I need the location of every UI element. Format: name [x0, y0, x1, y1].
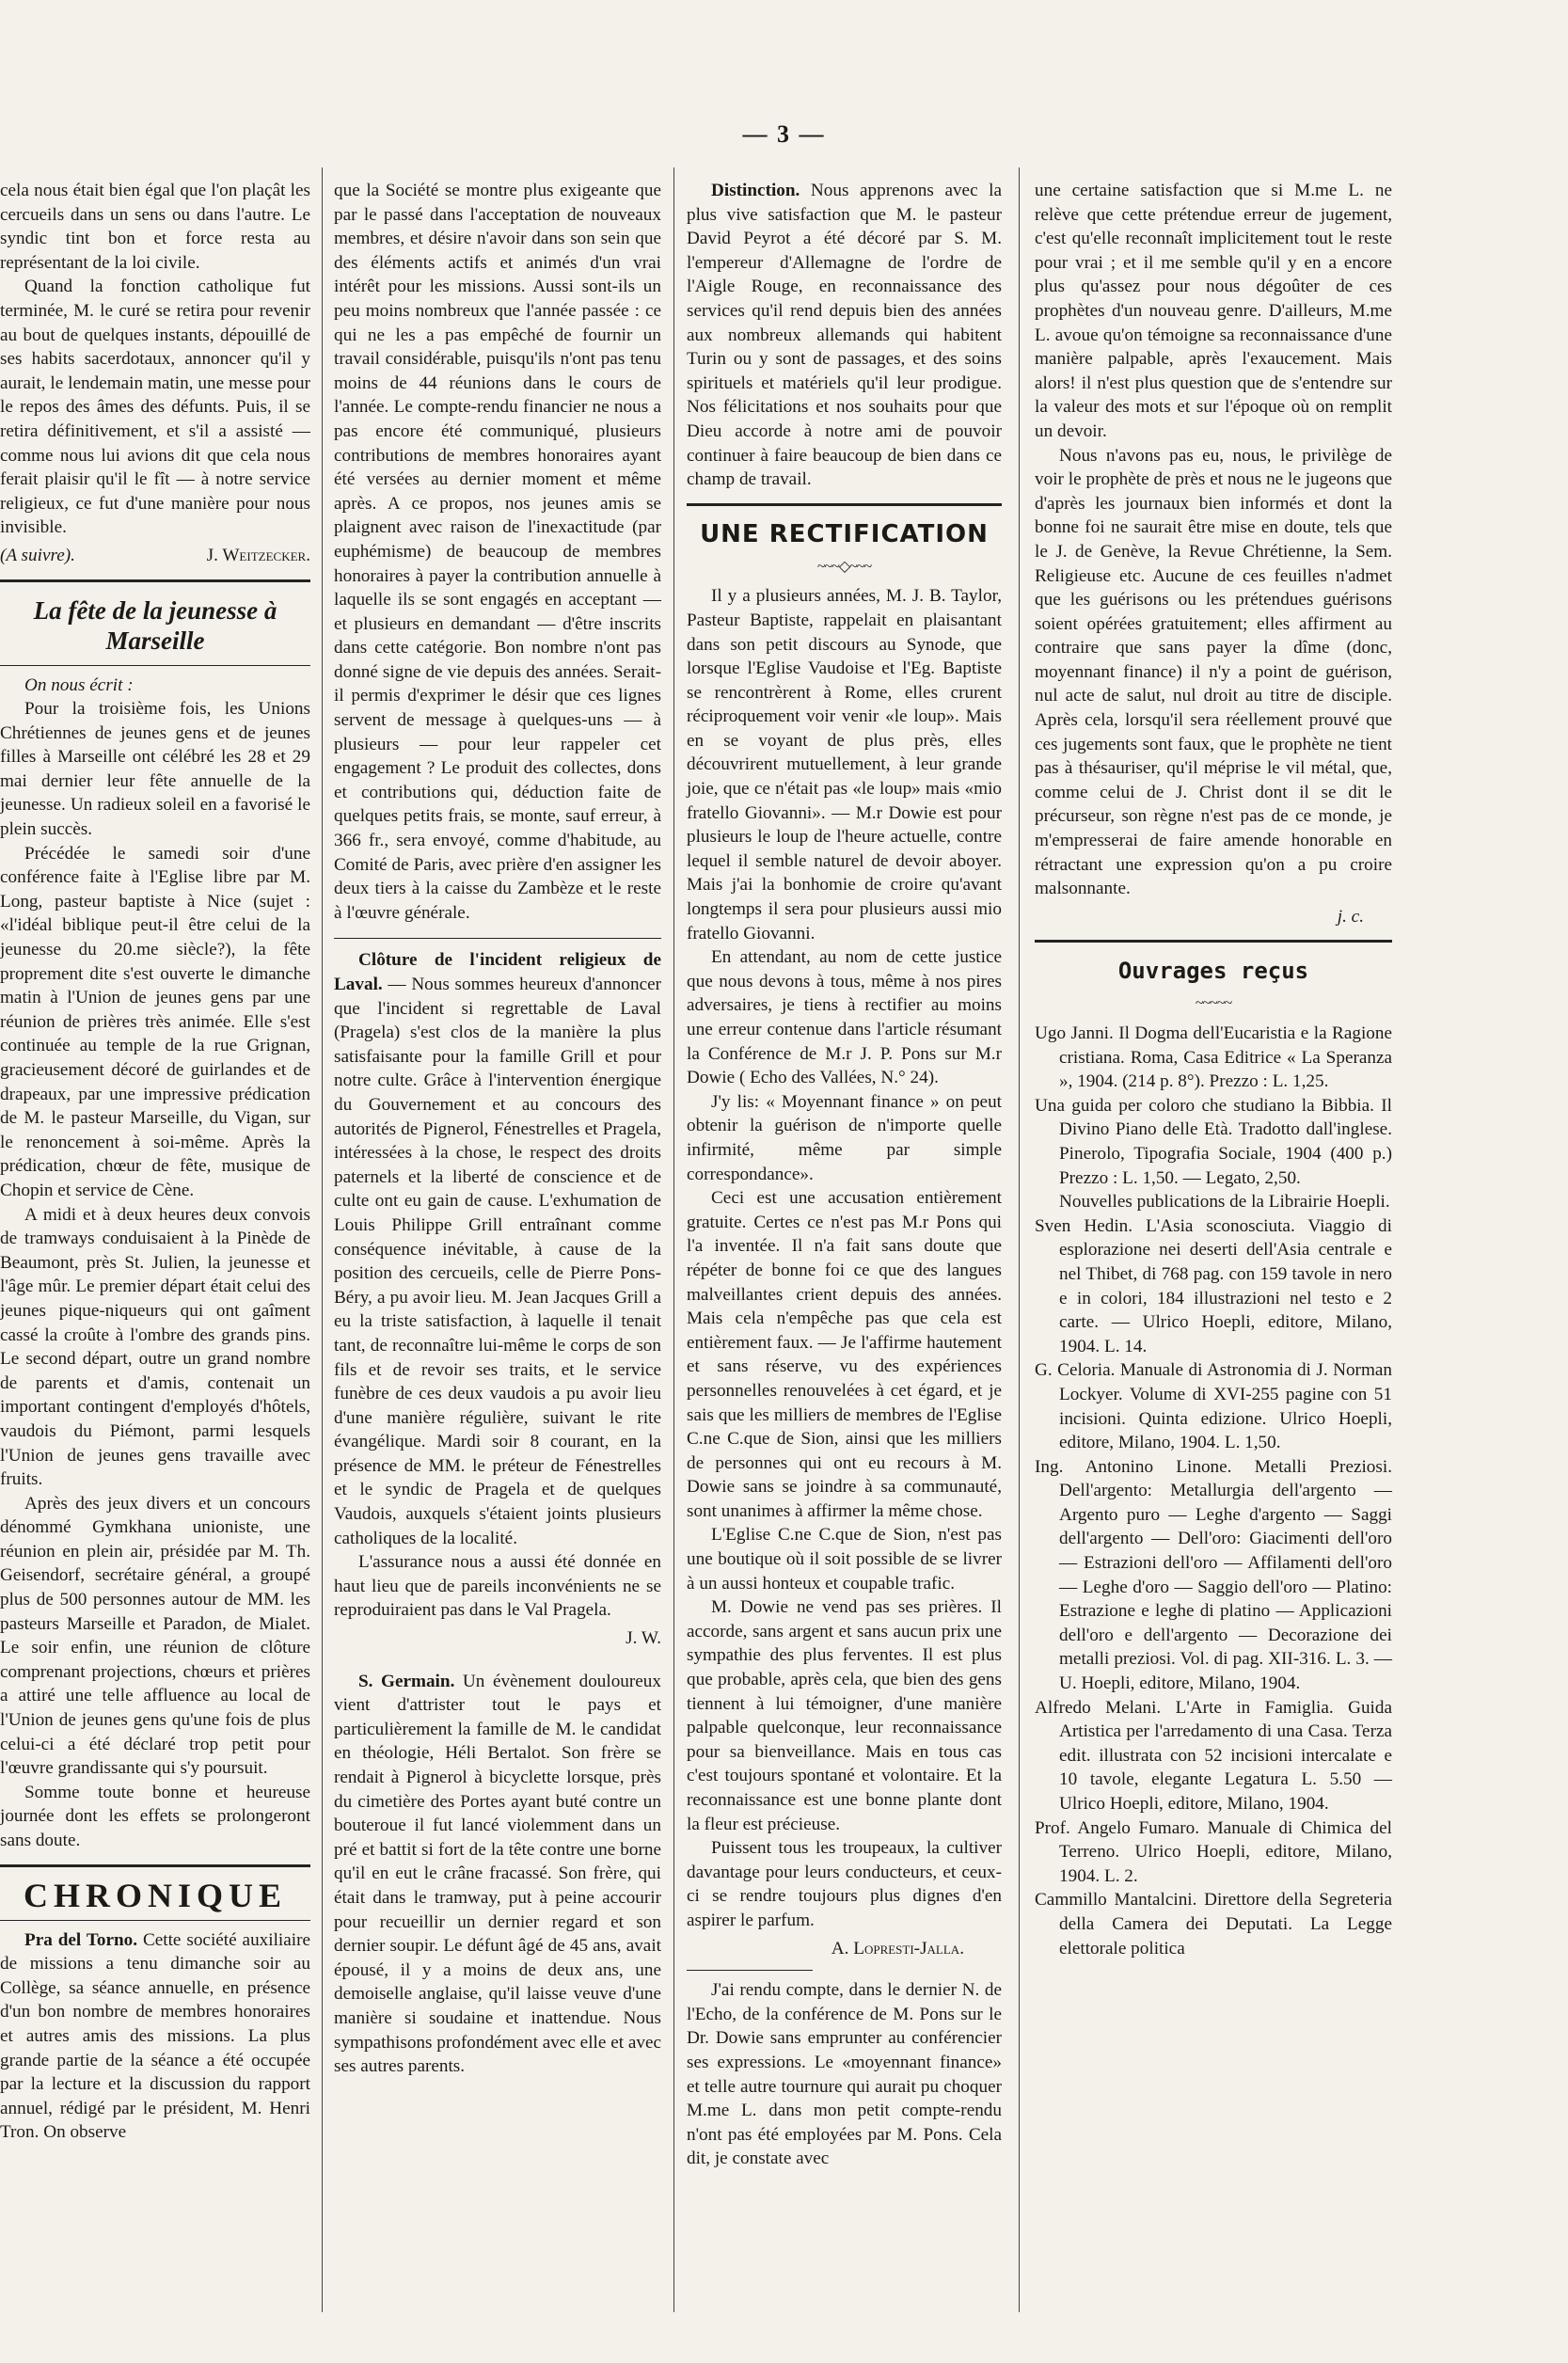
section-rule — [0, 665, 310, 666]
column-1 — [0, 179, 310, 2145]
author-signature: j. c. — [1337, 906, 1364, 927]
section-rule — [0, 579, 310, 582]
paragraph: Puissent tous les troupeaux, la cultiver davantage pour leurs conducteurs, et ceux-ci se rendre toujours plus dignes d'en aspirer le parfum. — [687, 1838, 1002, 1930]
paragraph: Quand la fonction catholique fut terminée, M. le curé se retira pour revenir au bout de quelques instants, dépouillé de ses habits sacerdotaux, annoncer qu'il y aurait, le lendemain matin, une messe pour le repos des âmes des défunts. Puis, il se retira définitivement, et s'il a assisté — comme nous lui avions dit que cela nous ferait plaisir qu'il le fît — à notre service religieux, ce fut d'une manière pour nous invisible. — [0, 277, 310, 538]
paragraph: Pour la troisième fois, les Unions Chrétiennes de jeunes gens et de jeunes filles à Marseille ont célébré les 28 et 29 mai dernier leur fête annuelle de la jeunesse. Un radieux soleil en a favorisé le plein succès. — [0, 699, 310, 840]
section-title: Ouvrages reçus — [1117, 958, 1309, 985]
book-entry: Ugo Janni. Il Dogma dell'Eucaristia e la Ragione cristiana. Roma, Casa Editrice « La Speranza », 1904. (214 p. 8°). Prezzo : L. 1,25. — [1035, 1023, 1392, 1092]
author-signature: J. W. — [626, 1628, 661, 1649]
column-divider — [673, 167, 674, 2312]
paragraph: Après des jeux divers et un concours dénommé Gymkhana unioniste, une réunion en plein air, présidée par M. Th. Geisendorf, secrétaire général, a groupé plus de 500 personnes autour de MM. les pasteurs Marseille et Paradon, de Mialet. Le soir enfin, une réunion de clôture comprenant projections, chœurs et prières a attiré une telle affluence au local de l'Union de jeunes gens qu'une fois de plus celui-ci a été déclaré trop petit pour l'œuvre grandissante qui s'y poursuit. — [0, 1493, 310, 1779]
book-entry: Sven Hedin. L'Asia sconosciuta. Viaggio di esplorazione nei deserti dell'Asia centrale e nel Thibet, di 768 pag. con 159 tavole in nero e in colori, 184 illustrazioni nel testo e 2 carte. — Ulrico Hoepli, editore, Milano, 1904. L. 14. — [1035, 1215, 1392, 1356]
paragraph-body: Cette société auxiliaire de missions a tenu dimanche soir au Collège, sa séance annuelle, en présence d'un bon nombre de membres honoraires et autres amis des missions. La plus grande partie de la séance a été occupée par la lecture et la discussion du rapport annuel, rédigé par le président, M. Henri Tron. On observe — [0, 1929, 310, 2143]
paragraph: Il y a plusieurs années, M. J. B. Taylor, Pasteur Baptiste, rappelait en plaisantant dans son petit discours au Synode, que lorsque l'Eglise Vaudoise et l'Eg. Baptiste se rencontrèrent à Rome, elles crurent réciproquement voir venir «le loup». Mais en se voyant de plus près, elles découvrirent mutuellement, à leur grande joie, que ce n'était pas «le loup» mais «mio fratello Giovanni». — M.r Dowie est pour plusieurs le loup de l'heure actuelle, contre lequel il semble naturel de devoir aboyer. Mais j'ai la bonhomie de croire qu'avant longtemps il sera pour plusieurs aussi mio fratello Giovanni. — [687, 586, 1002, 944]
run-in-heading: Pra del Torno. — [24, 1929, 138, 1950]
paragraph — [334, 948, 661, 1550]
paragraph-body: — Nous sommes heureux d'annoncer que l'incident si regrettable de Laval (Pragela) s'est clos de la manière la plus satisfaisante pour la famille Grill et pour notre culte. Grâce à l'intervention énergique du Gouvernement et au concours des autorités de Pignerol, Fénestrelles et Pragela, intéressées à la chose, le respect des droits paternels et la liberté de conscience et de culte ont eu gain de cause. L'exhumation de Louis Philippe Grill entraînant comme conséquence inévitable, à cause de la position des cercueils, celle de Pierre Pons-Béry, a pu avoir lieu. M. Jean Jacques Grill a eu la triste satisfaction, à laquelle il tenait tant, de reconnaître lui-même le corps de son fils et de revoir ses traits, et le service funèbre de ces deux vaudois a pu avoir lieu d'une manière régulière, suivant le rite évangélique. Mardi soir 8 courant, en la présence de MM. le préteur de Fénestrelles et le syndic de Pragela et de quelques Vaudois, auxquels s'étaient joints plusieurs catholiques de la localité. — [334, 975, 661, 1548]
section-rule — [687, 1970, 813, 1971]
paragraph: A midi et à deux heures deux convois de tramways conduisaient à la Pinède de Beaumont, près St. Julien, la jeunesse et l'âge mûr. Le premier départ était celui des jeunes pique-niqueurs qui ont gaîment cassé la croûte à l'ombre des grands pins. Le second départ, outre un grand nombre de parents et d'amis, contenait un important contingent d'employés d'hôtels, vaudois du Piémont, parmi lesquels l'Union de jeunes gens travaille avec fruits. — [0, 1204, 310, 1490]
ornament-icon: ~~~~~ — [1195, 995, 1232, 1012]
run-in-heading: Distinction. — [711, 181, 800, 200]
book-entry: Una guida per coloro che studiano la Bibbia. Il Divino Piano delle Età. Tradotto dall'inglese. Pinerolo, Tipografia Sociale, 1904 (400 p.) Prezzo : L. 1,50. — Legato, 2,50. — [1035, 1095, 1392, 1188]
book-list — [1035, 1022, 1392, 1960]
paragraph: une certaine satisfaction que si M.me L. ne relève que cette prétendue erreur de jugement, c'est qu'elle reconnaît implicitement tout le reste pour vrai ; et il me semble qu'il y en a encore plus qu'assez pour nous dégoûter de ces prophètes d'un nouveau genre. D'ailleurs, M.me L. avoue qu'on témoigne sa reconnaissance d'une manière palpable, après l'exaucement. Mais alors! il n'est plus question que de s'entendre sur la valeur des mots et sur l'époque où on remplit un devoir. — [1035, 181, 1392, 441]
paragraph: En attendant, au nom de cette justice que nous devons à tous, même à nos pires adversaires, je tiens à rectifier au moins une erreur contenue dans l'article résumant la Conférence de M.r J. P. Pons sur M.r Dowie ( Echo des Vallées, N.° 24). — [687, 947, 1002, 1088]
signature-line — [687, 1937, 1002, 1961]
book-entry: Prof. Angelo Fumaro. Manuale di Chimica del Terreno. Ulrico Hoepli, editore, Milano, 1904. L. 2. — [1035, 1817, 1392, 1886]
run-in-heading: S. Germain. — [358, 1671, 455, 1691]
paragraph: L'Eglise C.ne C.que de Sion, n'est pas une boutique où il soit possible de se livrer à un aussi honteux et coupable trafic. — [687, 1525, 1002, 1594]
paragraph — [334, 1670, 661, 2079]
book-entry: Cammillo Mantalcini. Direttore della Segreteria della Camera dei Deputati. La Legge elettorale politica — [1035, 1890, 1392, 1959]
column-4 — [1035, 179, 1392, 1960]
byline — [0, 674, 310, 698]
continuation-note: (A suivre). — [0, 545, 75, 565]
author-signature: A. Lopresti-Jalla. — [831, 1938, 964, 1959]
paragraph: L'assurance nous a aussi été donnée en haut lieu que de pareils inconvénients ne se reproduiraient pas dans le Val Pragela. — [334, 1552, 661, 1621]
section-rule — [334, 938, 661, 939]
paragraph — [687, 179, 1002, 492]
paragraph: que la Société se montre plus exigeante que par le passé dans l'acceptation de nouveaux membres, et désire n'avoir dans son sein que des éléments actifs et animés d'un vrai intérêt pour les missions. Aussi sont-ils un peu moins nombreux que l'année passée : ce qui ne les a pas empêché de fournir un travail considérable, puisqu'ils n'ont pas tenu moins de 44 réunions dans le cours de l'année. Le compte-rendu financier ne nous a pas encore été communiqué, plusieurs contributions de membres honoraires ayant été versées au dernier moment et même après. A ce propos, nos jeunes amis se plaignent avec raison de l'inexactitude (par euphémisme) de beaucoup de membres honoraires à payer la contribution annuelle à laquelle ils se sont engagés en acceptant — et plusieurs en demandant — d'être inscrits dans cette catégorie. Bon nombre n'ont pas donné signe de vie depuis des années. Serait-il permis d'exprimer le désir que ces lignes servent de message à quelques-uns — à plusieurs — pour leur rappeler cet engagement ? Le produit des collectes, dons et contributions qui, déduction faite de quelques petits frais, se monte, sauf erreur, à 366 fr., sera envoyé, comme d'habitude, au Comité de Paris, avec prière d'en assigner les deux tiers à la caisse du Zambèze et le reste à l'œuvre générale. — [334, 181, 661, 923]
paragraph — [0, 1928, 310, 2145]
paragraph-body: Nous apprenons avec la plus vive satisfaction que M. le pasteur David Peyrot a été décoré par S. M. l'empereur d'Allemagne de l'ordre de l'Aigle Rouge, en reconnaissance des services qu'il rend depuis bien des années aux nombreux allemands qui habitent Turin ou y sont de passages, et des soins spirituels et matériels qu'il leur prodigue. Nos félicitations et nos souhaits pour que Dieu accorde à notre ami de pouvoir continuer à faire beaucoup de bien dans ce champ de travail. — [687, 181, 1002, 490]
spacer — [334, 1657, 661, 1670]
column-2 — [334, 179, 661, 2079]
paragraph: J'y lis: « Moyennant finance » on peut obtenir la guérison de n'importe quelle infirmité, même par simple correspondance». — [687, 1091, 1002, 1184]
column-divider — [322, 167, 323, 2312]
section-rule — [0, 1920, 310, 1921]
page-number: — 3 — — [742, 120, 826, 148]
section-rule — [1035, 940, 1392, 943]
byline-text: On nous écrit : — [24, 674, 134, 695]
author-signature: J. Weitzecker. — [206, 545, 310, 565]
section-title: CHRONIQUE — [23, 1876, 288, 1914]
ornament-icon: ~~~◇~~~ — [816, 558, 872, 575]
book-entry: Nouvelles publications de la Librairie Hoepli. — [1059, 1192, 1390, 1213]
paragraph: Ceci est une accusation entièrement gratuite. Certes ce n'est pas M.r Pons qui l'a inventée. Il n'a fait sans doute que répéter de bonne foi ce que des langues malveillantes crient depuis des années. Mais cela n'empêche pas que cela est entièrement faux. — Je l'affirme hautement et sans réserve, vu des expériences personnelles renouvelées à cet égard, et je sais que les milliers de membres de l'Eglise C.ne C.que de Sion, ainsi que les milliers de personnes qui ont eu recours à M. Dowie sans se joindre à sa communauté, sont unanimes à affirmer la même chose. — [687, 1188, 1002, 1521]
paragraph: J'ai rendu compte, dans le dernier N. de l'Echo, de la conférence de M. Pons sur le Dr. Dowie sans emprunter au conférencier ses expressions. Le «moyennant finance» et telle autre tournure qui aurait pu choquer M.me L. dans mon petit compte-rendu n'ont pas été employées par M. Pons. Cela dit, je constate avec — [687, 1980, 1002, 2169]
article-title: La fête de la jeunesse à Marseille — [33, 595, 277, 655]
book-entry: Alfredo Melani. L'Arte in Famiglia. Guida Artistica per l'arredamento di una Casa. Terza edit. illustrata con 52 incisioni intercalate e 10 tavole, elegante Legatura L. 5.50 — Ulrico Hoepli, editore, Milano, 1904. — [1035, 1697, 1392, 1814]
paragraph: Somme toute bonne et heureuse journée dont les effets se prolongeront sans doute. — [0, 1782, 310, 1850]
signature-line — [0, 544, 310, 568]
run-in-heading: Clôture de l'incident religieux de Laval. — [334, 950, 661, 994]
column-divider — [1019, 167, 1020, 2312]
paragraph: Précédée le samedi soir d'une conférence faite à l'Eglise libre par M. Long, pasteur baptiste à Nice (sujet : «l'idéal biblique peut-il être celui de la jeunesse du 20.me siècle?), la fête proprement dite s'est ouverte le dimanche matin à l'Union de jeunes gens par une réunion de prières très animée. Elle s'est continuée au temple de la rue Grignan, gracieusement décoré de guirlandes et de drapeaux, par une impressive prédication de M. le pasteur Marseille, du Vigan, sur le renoncement à soi-même. Après la prédication, chœur de fête, musique de Chopin et service de Cène. — [0, 843, 310, 1200]
paragraph: cela nous était bien égal que l'on plaçât les cercueils dans un sens ou dans l'autre. Le syndic tint bon et force resta au représentant de la loi civile. — [0, 181, 310, 273]
paragraph-body: Un évènement douloureux vient d'attrister tout le pays et particulièrement la famille de M. le candidat en théologie, Héli Bertalot. Son frère se rendait à Pignerol à bicyclette lorsque, près du cimetière des Portes ayant buté contre un bouteroue il fut lancé violemment dans un pré et battit si fort de la tête contre une borne qu'il en eut le crâne fracassé. Son frère, qui était dans le tramway, put à peine accourir pour recueillir un dernier regard et son dernier soupir. Le défunt âgé de 45 ans, avait épousé, il y a moins de deux ans, une demoiselle anglaise, qu'il laisse veuve d'une manière si soudaine et inattendue. Nous sympathisons profondément avec elle et avec ses autres parents. — [334, 1671, 661, 2077]
article-title: UNE RECTIFICATION — [700, 519, 989, 548]
book-entry: G. Celoria. Manuale di Astronomia di J. Norman Lockyer. Volume di XVI-255 pagine con 51 incisioni. Quinta edizione. Ulrico Hoepli, editore, Milano, 1904. L. 1,50. — [1035, 1360, 1392, 1453]
section-rule — [687, 503, 1002, 506]
signature-line — [1035, 905, 1392, 929]
column-3 — [687, 179, 1002, 2171]
book-entry: Ing. Antonino Linone. Metalli Preziosi. Dell'argento: Metallurgia dell'argento — Argento puro — Leghe d'argento — Saggi dell'argento — Dell'oro: Giacimenti dell'oro — Estrazioni dell'oro — Affilamenti dell'oro — Leghe d'oro — Saggio dell'oro — Platino: Estrazione e leghe di platino — Applicazioni dell'oro e dell'argento — Decorazione dei metalli preziosi. Vol. di pag. XII-316. L. 3. — U. Hoepli, editore, Milano, 1904. — [1035, 1456, 1392, 1694]
paragraph: Nous n'avons pas eu, nous, le privilège de voir le prophète de près et nous ne le jugeons que d'après les journaux bien informés et dont la bonne foi ne saurait être mise en doute, tels que le J. de Genève, la Revue Chrétienne, la Sem. Religieuse etc. Aucune de ces feuilles n'admet que les guérisons ou les prétendues guérisons soient opérées gratuitement; elles affirment au contraire que sans payer la dîme (donc, moyennant finance) il n'y a point de guérison, nul acte de salut, nul droit au titre de disciple. Après cela, lorsqu'il sera réellement prouvé que ces jugements sont faux, que le prophète ne tient pas à thésauriser, qu'il méprise le vil métal, que, comme celui de J. Christ dont il se dit le précurseur, son règne n'est pas de ce monde, je m'empresserai de faire amende honorable en rétractant une expression qu'on a pu croire malsonnante. — [1035, 445, 1392, 899]
section-rule — [0, 1864, 310, 1867]
paragraph: M. Dowie ne vend pas ses prières. Il accorde, sans argent et sans aucun prix une sympathie des plus ferventes. Il est plus que probable, après cela, que bien des gens tiennent à lui témoigner, d'une manière palpable quelconque, leur reconnaissance pour sa bienveillance. Mais en tous cas c'est toujours spontané et volontaire. Et la reconnaissance est une bonne plante dont la fleur est précieuse. — [687, 1597, 1002, 1834]
signature-line — [334, 1626, 661, 1651]
